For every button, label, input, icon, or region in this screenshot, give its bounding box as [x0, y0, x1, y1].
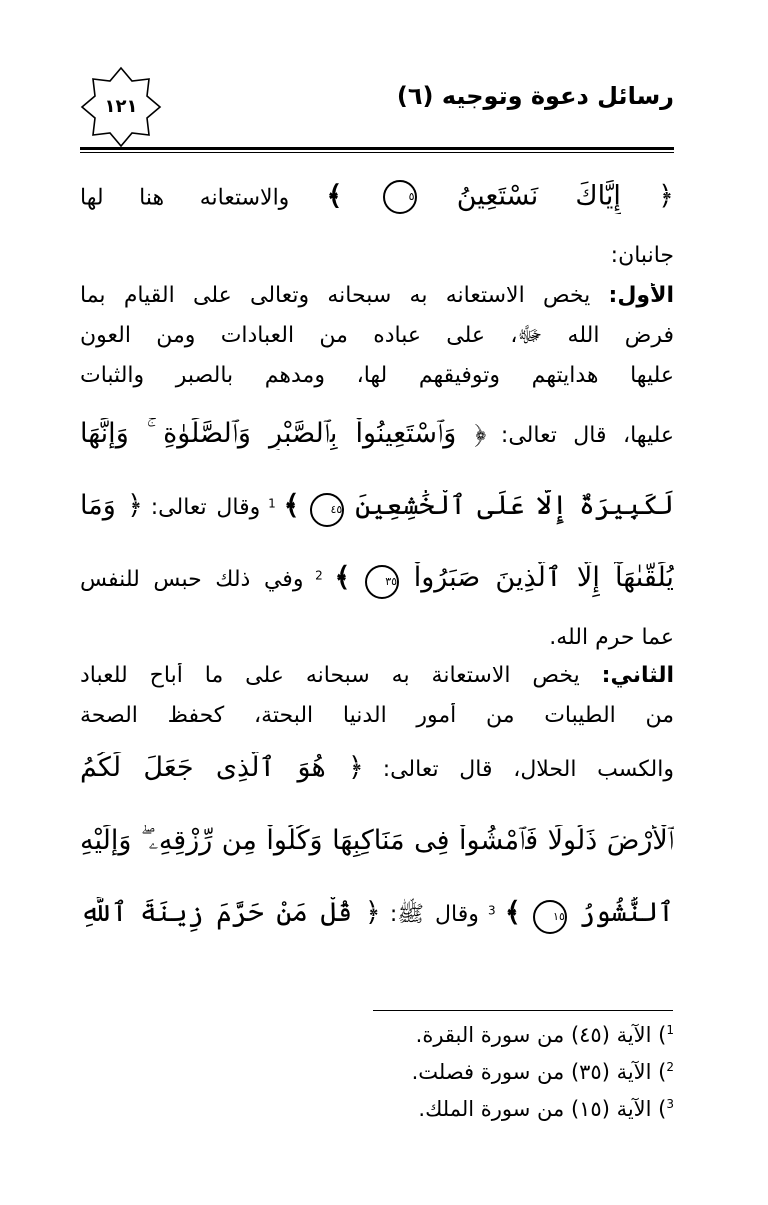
quran-verse: لَكَبِيرَةٌ إِلَّا عَلَى ٱلْخَٰشِعِينَ: [355, 490, 674, 521]
footnote-number: 3: [666, 1097, 674, 1111]
quran-close-bracket: ﴾: [283, 490, 300, 521]
prose-text: وقال تعالى:: [150, 495, 261, 520]
prose-text: من الطيبات من أمور الدنيا البحتة، كحفظ الصحة: [80, 703, 674, 728]
footnote-3: [418, 1097, 674, 1121]
prose-text: والاستعانه هنا لها: [80, 185, 290, 211]
prose-text: عليها هدايتهم وتوفيقهم لها، ومدهم بالصبر والثبات: [80, 363, 674, 388]
footnote-ref: 2: [315, 568, 323, 583]
header-rule-thin: [80, 152, 674, 153]
running-header-title: رسائل دعوة وتوجيه (٦): [396, 82, 674, 110]
footnote-number: 2: [666, 1060, 674, 1074]
footnote-ref: 3: [488, 903, 496, 918]
prose-text: عما حرم الله.: [549, 625, 674, 650]
quran-close-bracket: ﴾: [326, 180, 343, 212]
page-number: ١٢١: [104, 96, 138, 117]
quran-close-bracket: ﴾: [504, 897, 521, 928]
section-label-first: الأول:: [608, 283, 674, 308]
quran-verse: ٱلنُّشُورُ: [579, 897, 674, 928]
prose-text: عليها، قال تعالى:: [500, 423, 674, 448]
text-line-8: [80, 562, 674, 599]
footnote-1: [416, 1023, 674, 1047]
text-line-14: [80, 897, 674, 934]
footnote-number: 1: [666, 1023, 674, 1037]
text-line-10: [80, 663, 674, 689]
prose-text: يخص الاستعانة به سبحانه على ما أباح للعباد: [80, 663, 580, 688]
text-line-13: [80, 825, 674, 857]
text-line-6: [80, 418, 674, 450]
section-label-second: الثاني:: [601, 663, 674, 688]
text-line-7: [80, 490, 674, 527]
text-line-12: [80, 752, 674, 784]
ayah-number-marker: ٥: [383, 180, 417, 214]
text-line-5: [80, 363, 674, 389]
footnote-2: [412, 1060, 674, 1084]
quran-verse: ﴿ إِيَّاكَ نَسْتَعِينُ: [456, 180, 674, 212]
text-line-4: [80, 323, 674, 349]
text-line-9: [80, 625, 674, 651]
page-number-badge: [80, 66, 162, 148]
quran-verse: ﴿ وَمَا: [80, 490, 143, 521]
quran-verse: ٱلْأَرْضَ ذَلُولًا فَٱمْشُواْ فِى مَنَاكِبِهَا وَكُلُواْ مِن رِّزْقِهِۦ ۖ وَإِلَيْهِ: [80, 825, 674, 856]
prose-text: وفي ذلك حبس للنفس: [80, 567, 304, 592]
prose-text: فرض الله ﷻ، على عباده من العبادات ومن العون: [80, 323, 674, 348]
prose-text: جانبان:: [610, 243, 674, 268]
text-line-1: [80, 180, 674, 214]
quran-verse: ﴿ قُلْ مَنْ حَرَّمَ زِينَةَ ٱللَّهِ: [80, 897, 381, 928]
prose-text: يخص الاستعانه به سبحانه وتعالى على القيام بما: [80, 283, 591, 308]
header-rule: [80, 147, 674, 150]
ayah-number-marker: ٤٥: [310, 493, 344, 527]
text-line-2: [80, 243, 674, 269]
ayah-number-marker: ١٥: [533, 900, 567, 934]
footnote-separator: [373, 1010, 673, 1011]
footnote-text: ) الآية (٤٥) من سورة البقرة.: [415, 1023, 667, 1047]
quran-close-bracket: ﴾: [334, 562, 351, 593]
quran-verse: ﴿ هُوَ ٱلَّذِى جَعَلَ لَكُمُ: [80, 752, 364, 783]
quran-verse: ﴿ وَٱسْتَعِينُواْ بِٱلصَّبْرِ وَٱلصَّلَوٰةِ ۚ وَإِنَّهَا: [80, 418, 487, 449]
text-line-11: [80, 703, 674, 729]
prose-text: وقال ﷺ:: [389, 902, 479, 927]
quran-verse: يُلَقَّىٰهَآ إِلَّا ٱلَّذِينَ صَبَرُواْ: [413, 562, 674, 593]
text-line-3: [80, 283, 674, 309]
footnote-text: ) الآية (٣٥) من سورة فصلت.: [411, 1060, 667, 1084]
ayah-number-marker: ٣٥: [365, 565, 399, 599]
footnote-ref: 1: [268, 496, 276, 511]
prose-text: والكسب الحلال، قال تعالى:: [382, 757, 674, 782]
footnote-text: ) الآية (١٥) من سورة الملك.: [418, 1097, 667, 1121]
